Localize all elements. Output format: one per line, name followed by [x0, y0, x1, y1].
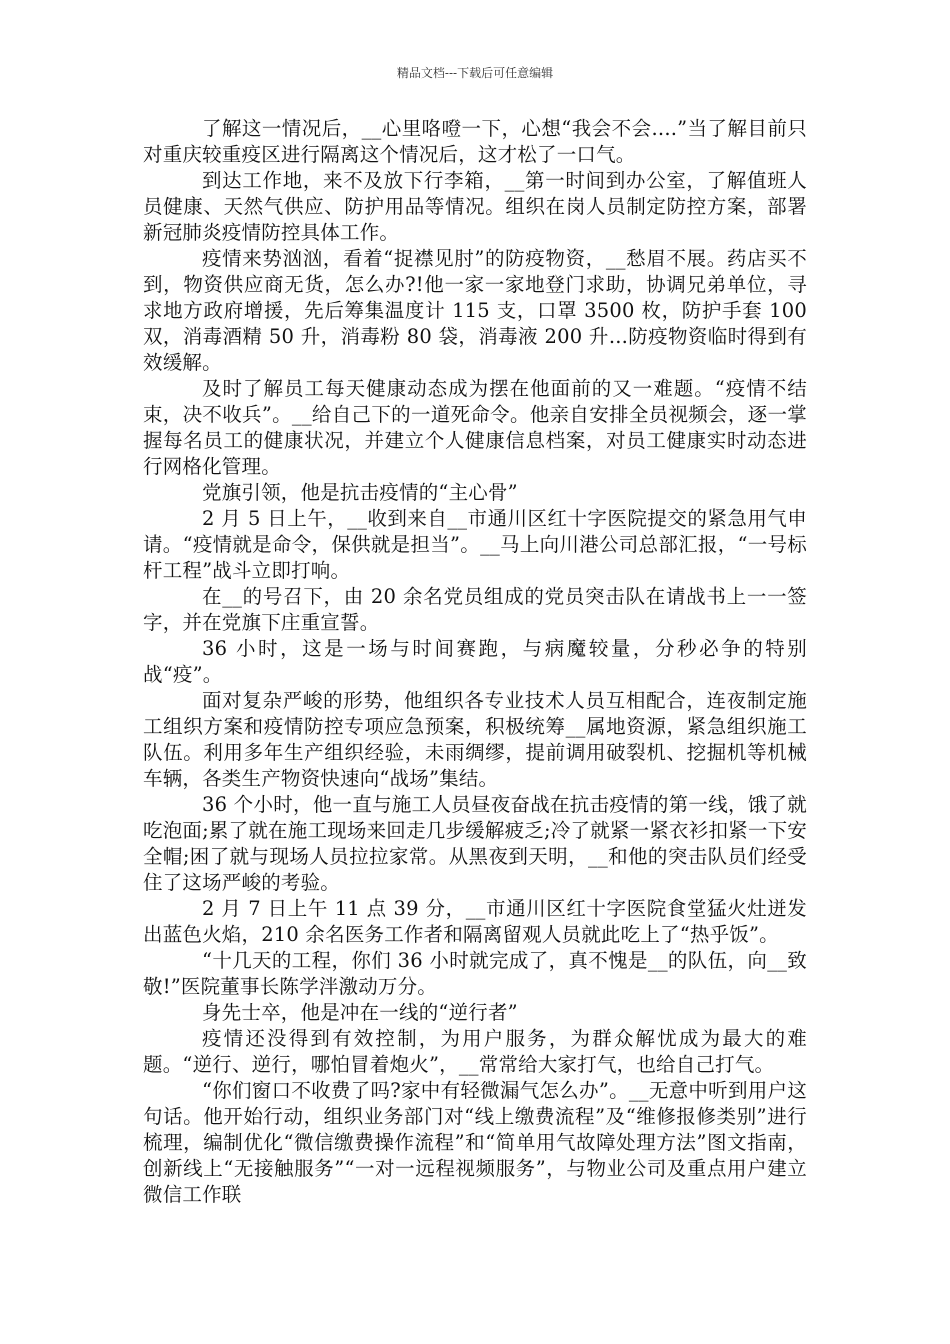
paragraph: 到达工作地，来不及放下行李箱，__第一时间到办公室，了解值班人员健康、天然气供应、防护用品等情况。组织在岗人员制定防控方案，部署新冠肺炎疫情防控具体工作。 — [143, 169, 807, 244]
paragraph: 在__的号召下，由 20 余名党员组成的党员突击队在请战书上一一签字，并在党旗下庄重宣誓。 — [143, 585, 807, 634]
paragraph: 及时了解员工每天健康动态成为摆在他面前的又一难题。“疫情不结束，决不收兵”。__给自己下的一道死命令。他亲自安排全员视频会，逐一掌握每名员工的健康状况，并建立个人健康信息档案，对员工健康实时动态进行网格化管理。 — [143, 377, 807, 478]
paragraph: 36 小时，这是一场与时间赛跑，与病魔较量，分秒必争的特别战“疫”。 — [143, 637, 807, 686]
section-heading: 党旗引领，他是抗击疫情的“主心骨” — [202, 481, 518, 504]
paragraph: 2 月 7 日上午 11 点 39 分，__市通川区红十字医院食堂猛火灶迸发出蓝色火焰，210 余名医务工作者和隔离留观人员就此吃上了“热乎饭”。 — [143, 897, 807, 946]
paragraph: 了解这一情况后，__心里咯噔一下，心想“我会不会....”当了解目前只对重庆较重疫区进行隔离这个情况后，这才松了一口气。 — [143, 117, 807, 166]
page-header: 精品文档---下载后可任意编辑 — [396, 66, 554, 80]
document-body — [143, 116, 807, 1208]
paragraph: 面对复杂严峻的形势，他组织各专业技术人员互相配合，连夜制定施工组织方案和疫情防控专项应急预案，积极统筹__属地资源，紧急组织施工队伍。利用多年生产组织经验，未雨绸缪，提前调用破裂机、挖掘机等机械车辆，各类生产物资快速向“战场”集结。 — [143, 689, 807, 790]
section-heading: 身先士卒，他是冲在一线的“逆行者” — [202, 1001, 518, 1024]
paragraph: 2 月 5 日上午，__收到来自__市通川区红十字医院提交的紧急用气申请。“疫情就是命令，保供就是担当”。__马上向川港公司总部汇报，“一号标杆工程”战斗立即打响。 — [143, 507, 807, 582]
paragraph: “你们窗口不收费了吗?家中有轻微漏气怎么办”。__无意中听到用户这句话。他开始行动，组织业务部门对“线上缴费流程”及“维修报修类别”进行梳理，编制优化“微信缴费操作流程”和“简单用气故障处理方法”图文指南，创新线上“无接触服务”“一对一远程视频服务”，与物业公司及重点用户建立微信工作联 — [143, 1079, 807, 1206]
paragraph: “十几天的工程，你们 36 小时就完成了，真不愧是__的队伍，向__致敬!”医院董事长陈学泮激动万分。 — [143, 949, 807, 998]
paragraph: 疫情来势汹汹，看着“捉襟见肘”的防疫物资，__愁眉不展。药店买不到，物资供应商无货，怎么办?!他一家一家地登门求助，协调兄弟单位，寻求地方政府增援，先后筹集温度计 115 支，口罩 3500 枚，防护手套 100 双，消毒酒精 50 升，消毒粉 80 袋，消毒液 200 升...防疫物资临时得到有效缓解。 — [143, 247, 807, 374]
paragraph: 疫情还没得到有效控制，为用户服务，为群众解忧成为最大的难题。“逆行、逆行，哪怕冒着炮火”，__常常给大家打气，也给自己打气。 — [143, 1027, 807, 1076]
paragraph: 36 个小时，他一直与施工人员昼夜奋战在抗击疫情的第一线，饿了就吃泡面;累了就在施工现场来回走几步缓解疲乏;冷了就紧一紧衣衫扣紧一下安全帽;困了就与现场人员拉拉家常。从黑夜到天明，__和他的突击队员们经受住了这场严峻的考验。 — [143, 793, 807, 894]
